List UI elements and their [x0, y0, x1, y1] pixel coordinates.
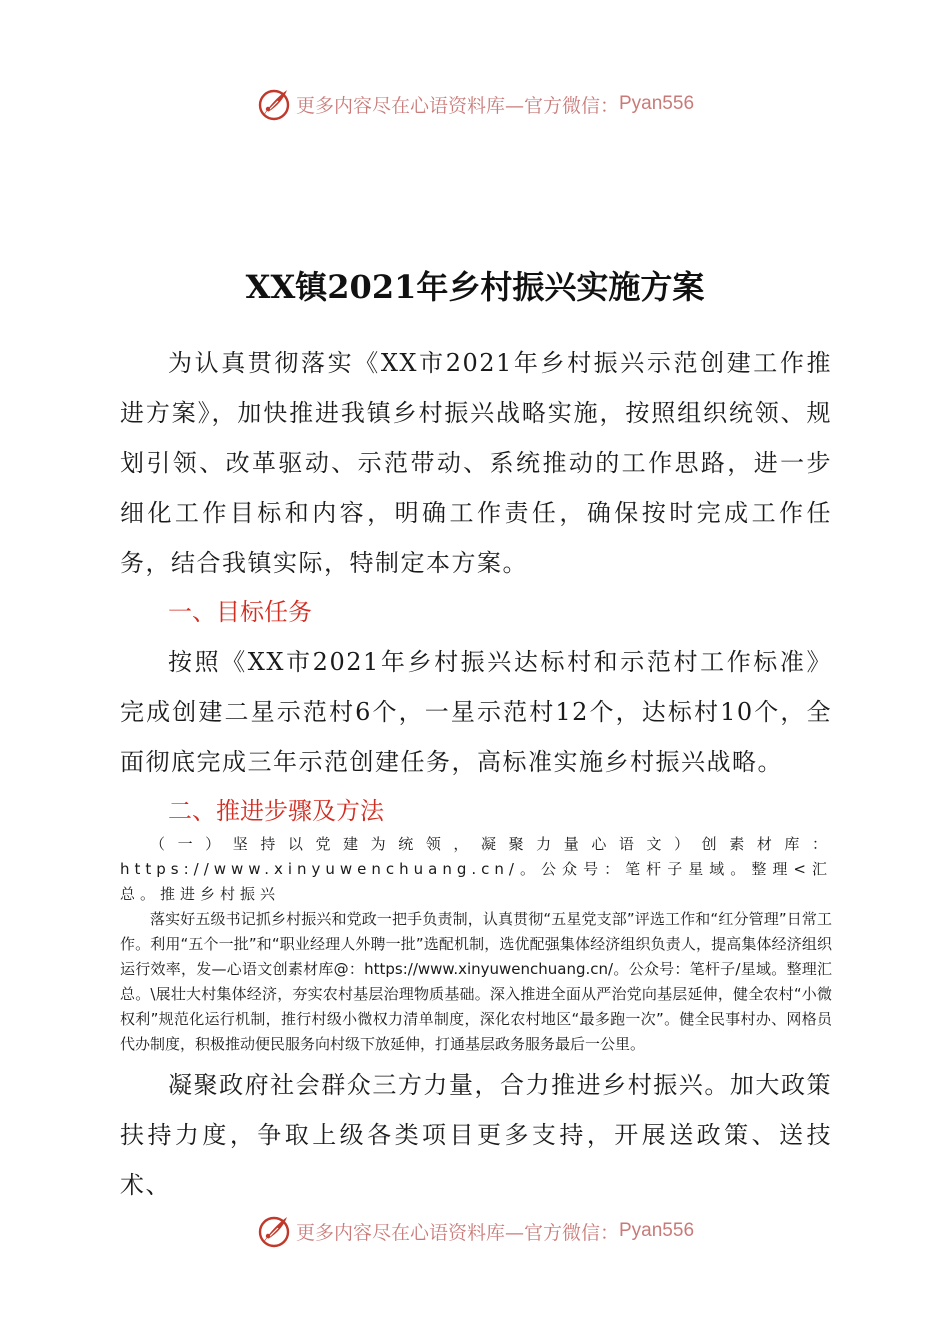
section-heading-goals: 一、目标任务 — [168, 598, 312, 626]
quill-pen-logo-icon — [256, 86, 292, 122]
banner-text: 更多内容尽在心语资料库—官方微信： — [295, 1221, 619, 1244]
footer-banner — [0, 1211, 950, 1251]
steps-subsection — [120, 832, 832, 1057]
banner-wechat-id: Pyan556 — [619, 1220, 695, 1241]
goals-paragraph: 按照《XX市2021年乡村振兴达标村和示范村工作标准》完成创建二星示范村6个，一星示范村12个，达标村10个，全面彻底完成三年示范创建任务，高标准实施乡村振兴战略。 — [120, 648, 832, 776]
banner-wechat-id: Pyan556 — [619, 93, 695, 114]
quill-pen-logo-icon — [256, 1213, 292, 1249]
subsection-heading-party: （一）坚持以党建为统领，凝聚力量心语文）创素材库：https://www.xinyuwenchuang.cn/。公众号：笔杆子星域。整理<汇总。推进乡村振兴 — [120, 835, 832, 903]
banner-text: 更多内容尽在心语资料库—官方微信： — [295, 94, 619, 117]
section-heading-steps: 二、推进步骤及方法 — [168, 797, 384, 825]
intro-paragraph: 为认真贯彻落实《XX市2021年乡村振兴示范创建工作推进方案》，加快推进我镇乡村振兴战略实施，按照组织统领、规划引领、改革驱动、示范带动、系统推动的工作思路，进一步细化工作目标和内容，明确工作责任，确保按时完成工作任务，结合我镇实际，特制定本方案。 — [120, 349, 832, 577]
header-banner — [0, 84, 950, 124]
party-paragraph: 落实好五级书记抓乡村振兴和党政一把手负责制，认真贯彻“五星党支部”评选工作和“红分管理”日常工作。利用“五个一批”和“职业经理人外聘一批”选配机制，选优配强集体经济组织负责人，提高集体经济组织运行效率，发—心语文创素材库@：https://www.xinyuwenchuang.cn/。公众号：笔杆子/星域。整理汇总。\展壮大村集体经济，夯实农村基层治理物质基础。深入推进全面从严治党向基层延伸，健全农村“小微权利”规范化运行机制，推行村级小微权力清单制度，深化农村地区“最多跑一次”。健全民事村办、网格员代办制度，积极推动便民服务向村级下放延伸，打通基层政务服务最后一公里。 — [120, 910, 832, 1053]
document-title: XX镇2021年乡村振兴实施方案 — [245, 268, 705, 306]
forces-paragraph: 凝聚政府社会群众三方力量，合力推进乡村振兴。加大政策扶持力度，争取上级各类项目更多支持，开展送政策、送技术、 — [120, 1071, 832, 1199]
